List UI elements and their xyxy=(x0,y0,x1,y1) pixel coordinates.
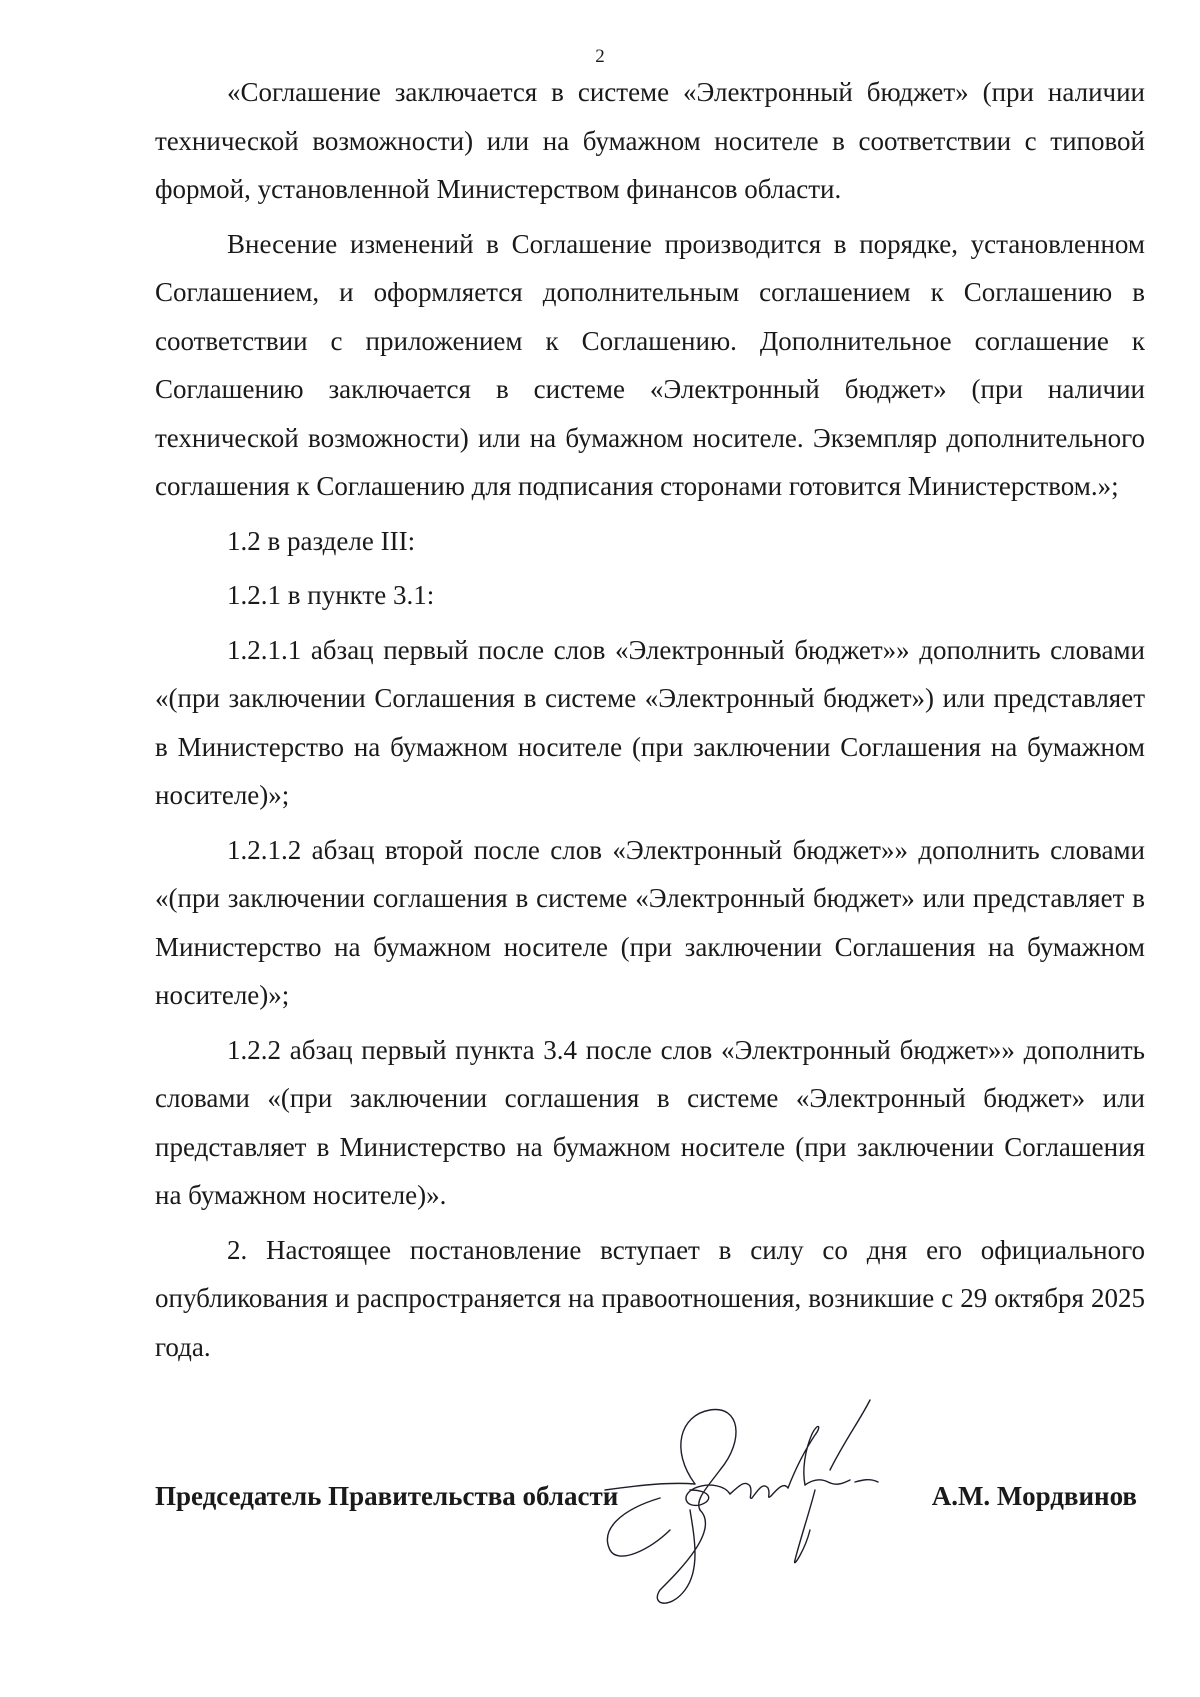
paragraph-effective-date: 2. Настоящее постановление вступает в силу со дня его официального опубликования и распространяется на правоотношения, возникшие с 29 октября 2025 года. xyxy=(155,1234,1145,1362)
paragraph-clause-3-1: 1.2.1 в пункте 3.1: xyxy=(227,580,435,610)
signatory-name: А.М. Мордвинов xyxy=(931,1481,1137,1511)
paragraph-amendments: Внесение изменений в Соглашение производится в порядке, установленном Соглашением, и оформляется дополнительным соглашением к Соглашению в соответствии с приложением к Соглашению. Дополнительное соглашение к Соглашению заключается в системе «Электронный бюджет» (при наличии технической возможности) или на бумажном носителе. Экземпляр дополнительного соглашения к Соглашению для подписания сторонами готовится Министерством.»; xyxy=(155,228,1145,501)
paragraph-1-2-2: 1.2.2 абзац первый пункта 3.4 после слов «Электронный бюджет»» дополнить словами «(при заключении соглашения в системе «Электронный бюджет» или представляет в Министерство на бумажном носителе (при заключении Соглашения на бумажном носителе)». xyxy=(155,1034,1145,1210)
paragraph-section-iii: 1.2 в разделе III: xyxy=(227,525,416,556)
document-body xyxy=(155,68,1145,1371)
handwritten-signature xyxy=(600,1390,940,1620)
signatory-title: Председатель Правительства области xyxy=(155,1481,619,1511)
paragraph-agreement-form: «Соглашение заключается в системе «Электронный бюджет» (при наличии технической возможности) или на бумажном носителе в соответствии с типовой формой, установленной Министерством финансов области. xyxy=(155,77,1145,204)
page-number: 2 xyxy=(595,46,605,67)
paragraph-1-2-1-1: 1.2.1.1 абзац первый после слов «Электронный бюджет»» дополнить словами «(при заключении Соглашения в системе «Электронный бюджет») или представляет в Министерство на бумажном носителе (при заключении Соглашения на бумажном носителе)»; xyxy=(155,634,1145,810)
paragraph-1-2-1-2: 1.2.1.2 абзац второй после слов «Электронный бюджет»» дополнить словами «(при заключении соглашения в системе «Электронный бюджет» или представляет в Министерство на бумажном носителе (при заключении Соглашения на бумажном носителе)»; xyxy=(155,834,1145,1010)
